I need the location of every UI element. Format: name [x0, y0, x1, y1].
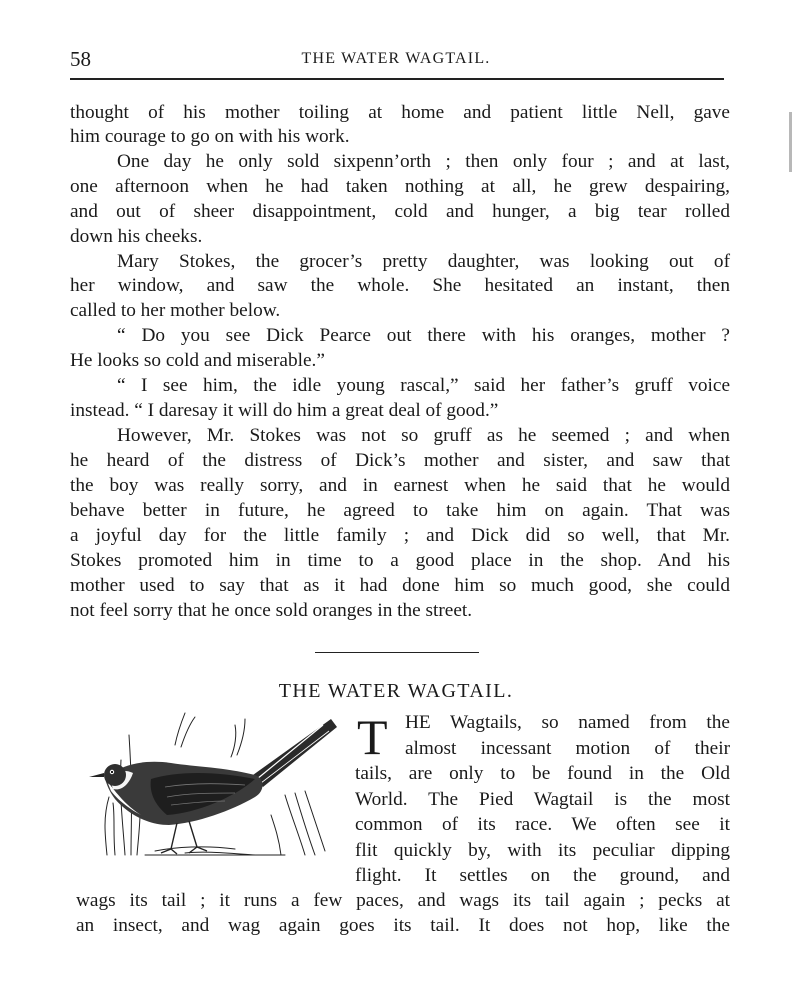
section-line: HE Wagtails, so named from the — [405, 712, 730, 733]
drop-cap: T — [357, 709, 388, 765]
story-line: and out of sheer disappointment, cold and hunger, a big tear rolled — [70, 201, 730, 222]
story-line: However, Mr. Stokes was not so gruff as he seemed ; and when — [117, 425, 730, 446]
section-line: an insect, and wag again goes its tail. It does not hop, like the — [76, 915, 730, 936]
story-line: “ I see him, the idle young rascal,” said her father’s gruff voice — [117, 375, 730, 396]
page-number: 58 — [70, 47, 91, 71]
section-divider — [315, 652, 479, 653]
story-line: a joyful day for the little family ; and Dick did so well, that Mr. — [70, 525, 730, 546]
story-line: him courage to go on with his work. — [70, 126, 350, 147]
running-title: THE WATER WAGTAIL. — [301, 50, 491, 67]
wagtail-illustration — [85, 705, 340, 865]
story-line: thought of his mother toiling at home and patient little Nell, gave — [70, 102, 730, 123]
section-line: common of its race. We often see it — [355, 814, 730, 835]
section-line: tails, are only to be found in the Old — [355, 763, 730, 784]
story-line: One day he only sold sixpenn’orth ; then only four ; and at last, — [117, 151, 730, 172]
section-line: World. The Pied Wagtail is the most — [355, 789, 730, 810]
story-line: Mary Stokes, the grocer’s pretty daughter, was looking out of — [117, 251, 730, 272]
section-title: THE WATER WAGTAIL. — [278, 680, 514, 702]
header-rule — [70, 78, 724, 80]
story-line: He looks so cold and miserable.” — [70, 350, 325, 371]
section-line: flit quickly by, with its peculiar dipping — [355, 840, 730, 861]
story-line: mother used to say that as it had done him so much good, she could — [70, 575, 730, 596]
section-line: wags its tail ; it runs a few paces, and wags its tail again ; pecks at — [76, 890, 730, 911]
section-line: almost incessant motion of their — [405, 738, 730, 759]
story-line: Stokes promoted him in time to a good place in the shop. And his — [70, 550, 730, 571]
story-line: down his cheeks. — [70, 226, 203, 247]
story-line: her window, and saw the whole. She hesitated an instant, then — [70, 275, 730, 296]
story-line: instead. “ I daresay it will do him a great deal of good.” — [70, 400, 499, 421]
story-line: behave better in future, he agreed to take him on again. That was — [70, 500, 730, 521]
section-line: flight. It settles on the ground, and — [355, 865, 730, 886]
story-line: one afternoon when he had taken nothing at all, he grew despairing, — [70, 176, 730, 197]
story-line: he heard of the distress of Dick’s mother and sister, and saw that — [70, 450, 730, 471]
story-line: not feel sorry that he once sold oranges in the street. — [70, 600, 473, 621]
story-line: “ Do you see Dick Pearce out there with his oranges, mother ? — [117, 325, 730, 346]
story-line: the boy was really sorry, and in earnest when he said that he would — [70, 475, 730, 496]
story-line: called to her mother below. — [70, 300, 281, 321]
